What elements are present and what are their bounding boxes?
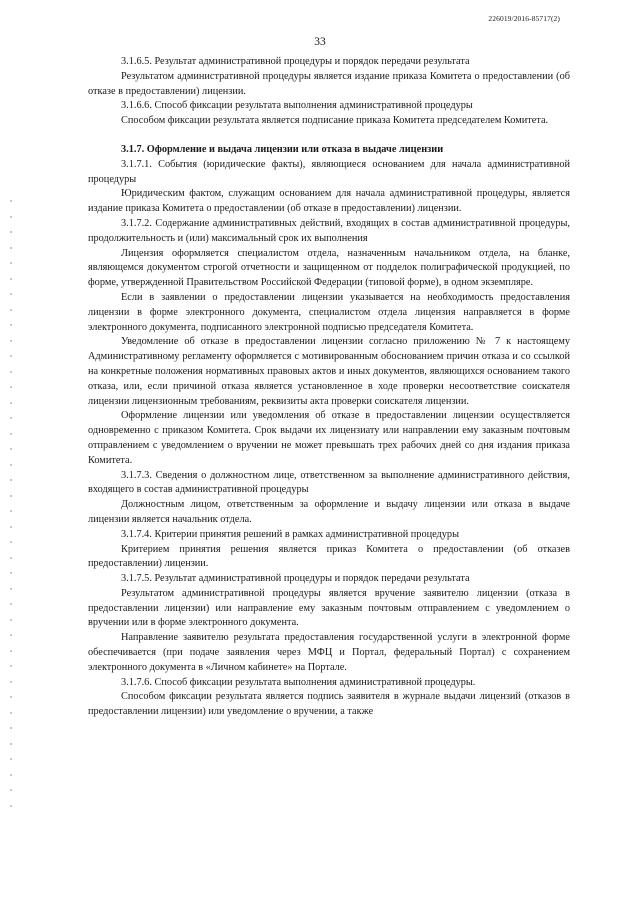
scan-mark (10, 309, 12, 311)
paragraph: 3.1.6.5. Результат административной процедуры и порядок передачи результата (121, 56, 470, 67)
paragraph: Критерием принятия решения является приказ Комитета о предоставлении (об отказев предоставлении) лицензии. (88, 543, 570, 570)
scan-mark (10, 371, 12, 373)
document-id: 226019/2016-85717(2) (488, 14, 560, 23)
scan-mark (10, 216, 12, 218)
paragraph: 3.1.7.5. Результат административной процедуры и порядок передачи результата (121, 573, 470, 585)
paragraph: Результатом административной процедуры является издание приказа Комитета о предоставлении (об отказе в предоставлении) лицензии. (88, 70, 570, 97)
paragraph: 3.1.6.6. Способ фиксации результата выполнения административной процедуры (121, 100, 473, 112)
paragraph: Результатом административной процедуры является вручение заявителю лицензии (отказа в предоставлении лицензии) или направление ему заказным почтовым отправлением с уведомлением о вручении или в форме электронного документа. (88, 587, 570, 629)
scan-mark (10, 278, 12, 280)
scan-mark (10, 619, 12, 621)
paragraph: Если в заявлении о предоставлении лицензии указывается на необходимость предоставления лицензии в форме электронного документа, специалистом отдела лицензия направляется в форме электронного документа, подписанного электронной подписью председателя Комитета. (88, 291, 570, 333)
scan-mark (10, 200, 12, 202)
paragraph: 3.1.7.1. События (юридические факты), являющиеся основанием для начала административной процедуры (88, 158, 570, 185)
paragraph: Юридическим фактом, служащим основанием для начала административной процедуры, является издание приказа Комитета о предоставлении (об отказе в предоставлении) лицензии. (88, 188, 570, 215)
margin-scan-marks (8, 200, 14, 820)
scan-mark (10, 805, 12, 807)
scan-mark (10, 650, 12, 652)
scan-mark (10, 681, 12, 683)
scan-mark (10, 510, 12, 512)
paragraph: 3.1.7.2. Содержание административных действий, входящих в состав административной процедуры, продолжительность и (или) максимальный срок их выполнения (88, 217, 570, 244)
paragraph: 3.1.7.4. Критерии принятия решений в рамках административной процедуры (121, 528, 460, 540)
scan-mark (10, 479, 12, 481)
section-heading: 3.1.7. Оформление и выдача лицензии или отказа в выдаче лицензии (121, 143, 444, 155)
scan-mark (10, 572, 12, 574)
scan-mark (10, 386, 12, 388)
scan-mark (10, 634, 12, 636)
scan-mark (10, 231, 12, 233)
scan-mark (10, 355, 12, 357)
paragraph: 3.1.7.6. Способ фиксации результата выполнения административной процедуры. (121, 676, 476, 688)
paragraph: Оформление лицензии или уведомления об отказе в предоставлении лицензии осуществляется одновременно с приказом Комитета. Срок выдачи их лицензиату или направлении ему заказным почтовым отправлением с уведомлением о вручении не может превышать трех рабочих дней со дня издания приказа Комитета. (88, 410, 570, 466)
scan-mark (10, 696, 12, 698)
page-number: 33 (314, 36, 326, 48)
scan-mark (10, 743, 12, 745)
scan-mark (10, 448, 12, 450)
scan-mark (10, 588, 12, 590)
scan-mark (10, 402, 12, 404)
scan-mark (10, 603, 12, 605)
scan-mark (10, 758, 12, 760)
scan-mark (10, 433, 12, 435)
paragraph: Должностным лицом, ответственным за оформление и выдачу лицензии или отказа в выдаче лицензии является начальник отдела. (88, 499, 570, 525)
scan-mark (10, 774, 12, 776)
scan-mark (10, 464, 12, 466)
page-body (88, 55, 570, 720)
scan-mark (10, 293, 12, 295)
scan-mark (10, 727, 12, 729)
paragraph: Способом фиксации результата является подпись заявителя в журнале выдачи лицензий (отказов в предоставлении лицензии) или уведомление о вручении, а также (88, 691, 570, 718)
scan-mark (10, 541, 12, 543)
scan-mark (10, 495, 12, 497)
paragraph: Лицензия оформляется специалистом отдела, назначенным начальником отдела, на бланке, являющемся документом строгой отчетности и защищенном от подделок полиграфической продукцией, по форме, утвержденной Правительством Российской Федерации (типовой форме), в одном экземпляре. (88, 247, 570, 289)
scan-mark (10, 557, 12, 559)
scan-mark (10, 712, 12, 714)
scan-mark (10, 526, 12, 528)
scan-mark (10, 324, 12, 326)
scan-mark (10, 417, 12, 419)
scan-mark (10, 665, 12, 667)
scan-mark (10, 789, 12, 791)
paragraph: Способом фиксации результата является подписание приказа Комитета председателем Комитета. (121, 115, 549, 127)
scan-mark (10, 247, 12, 249)
scan-mark (10, 340, 12, 342)
paragraph: Направление заявителю результата предоставления государственной услуги в электронной форме обеспечивается (при подаче заявления через МФЦ и Портал, федеральный Портал) с сохранением электронного документа в «Личном кабинете» на Портале. (88, 632, 570, 673)
paragraph: Уведомление об отказе в предоставлении лицензии согласно приложению № 7 к настоящему Административному регламенту оформляется с мотивированным обоснованием причин отказа и со ссылкой на конкретные положения нормативных правовых актов и иных документов, являющихся основанием такого отказа, или, если причиной отказа является установленное в ходе проверки несоответствие соискателя лицензии лицензионным требованиям, реквизиты акта проверки соискателя лицензии. (88, 336, 570, 407)
scan-mark (10, 262, 12, 264)
paragraph: 3.1.7.3. Сведения о должностном лице, ответственном за выполнение административного действия, входящего в состав административной процедуры (88, 469, 570, 496)
